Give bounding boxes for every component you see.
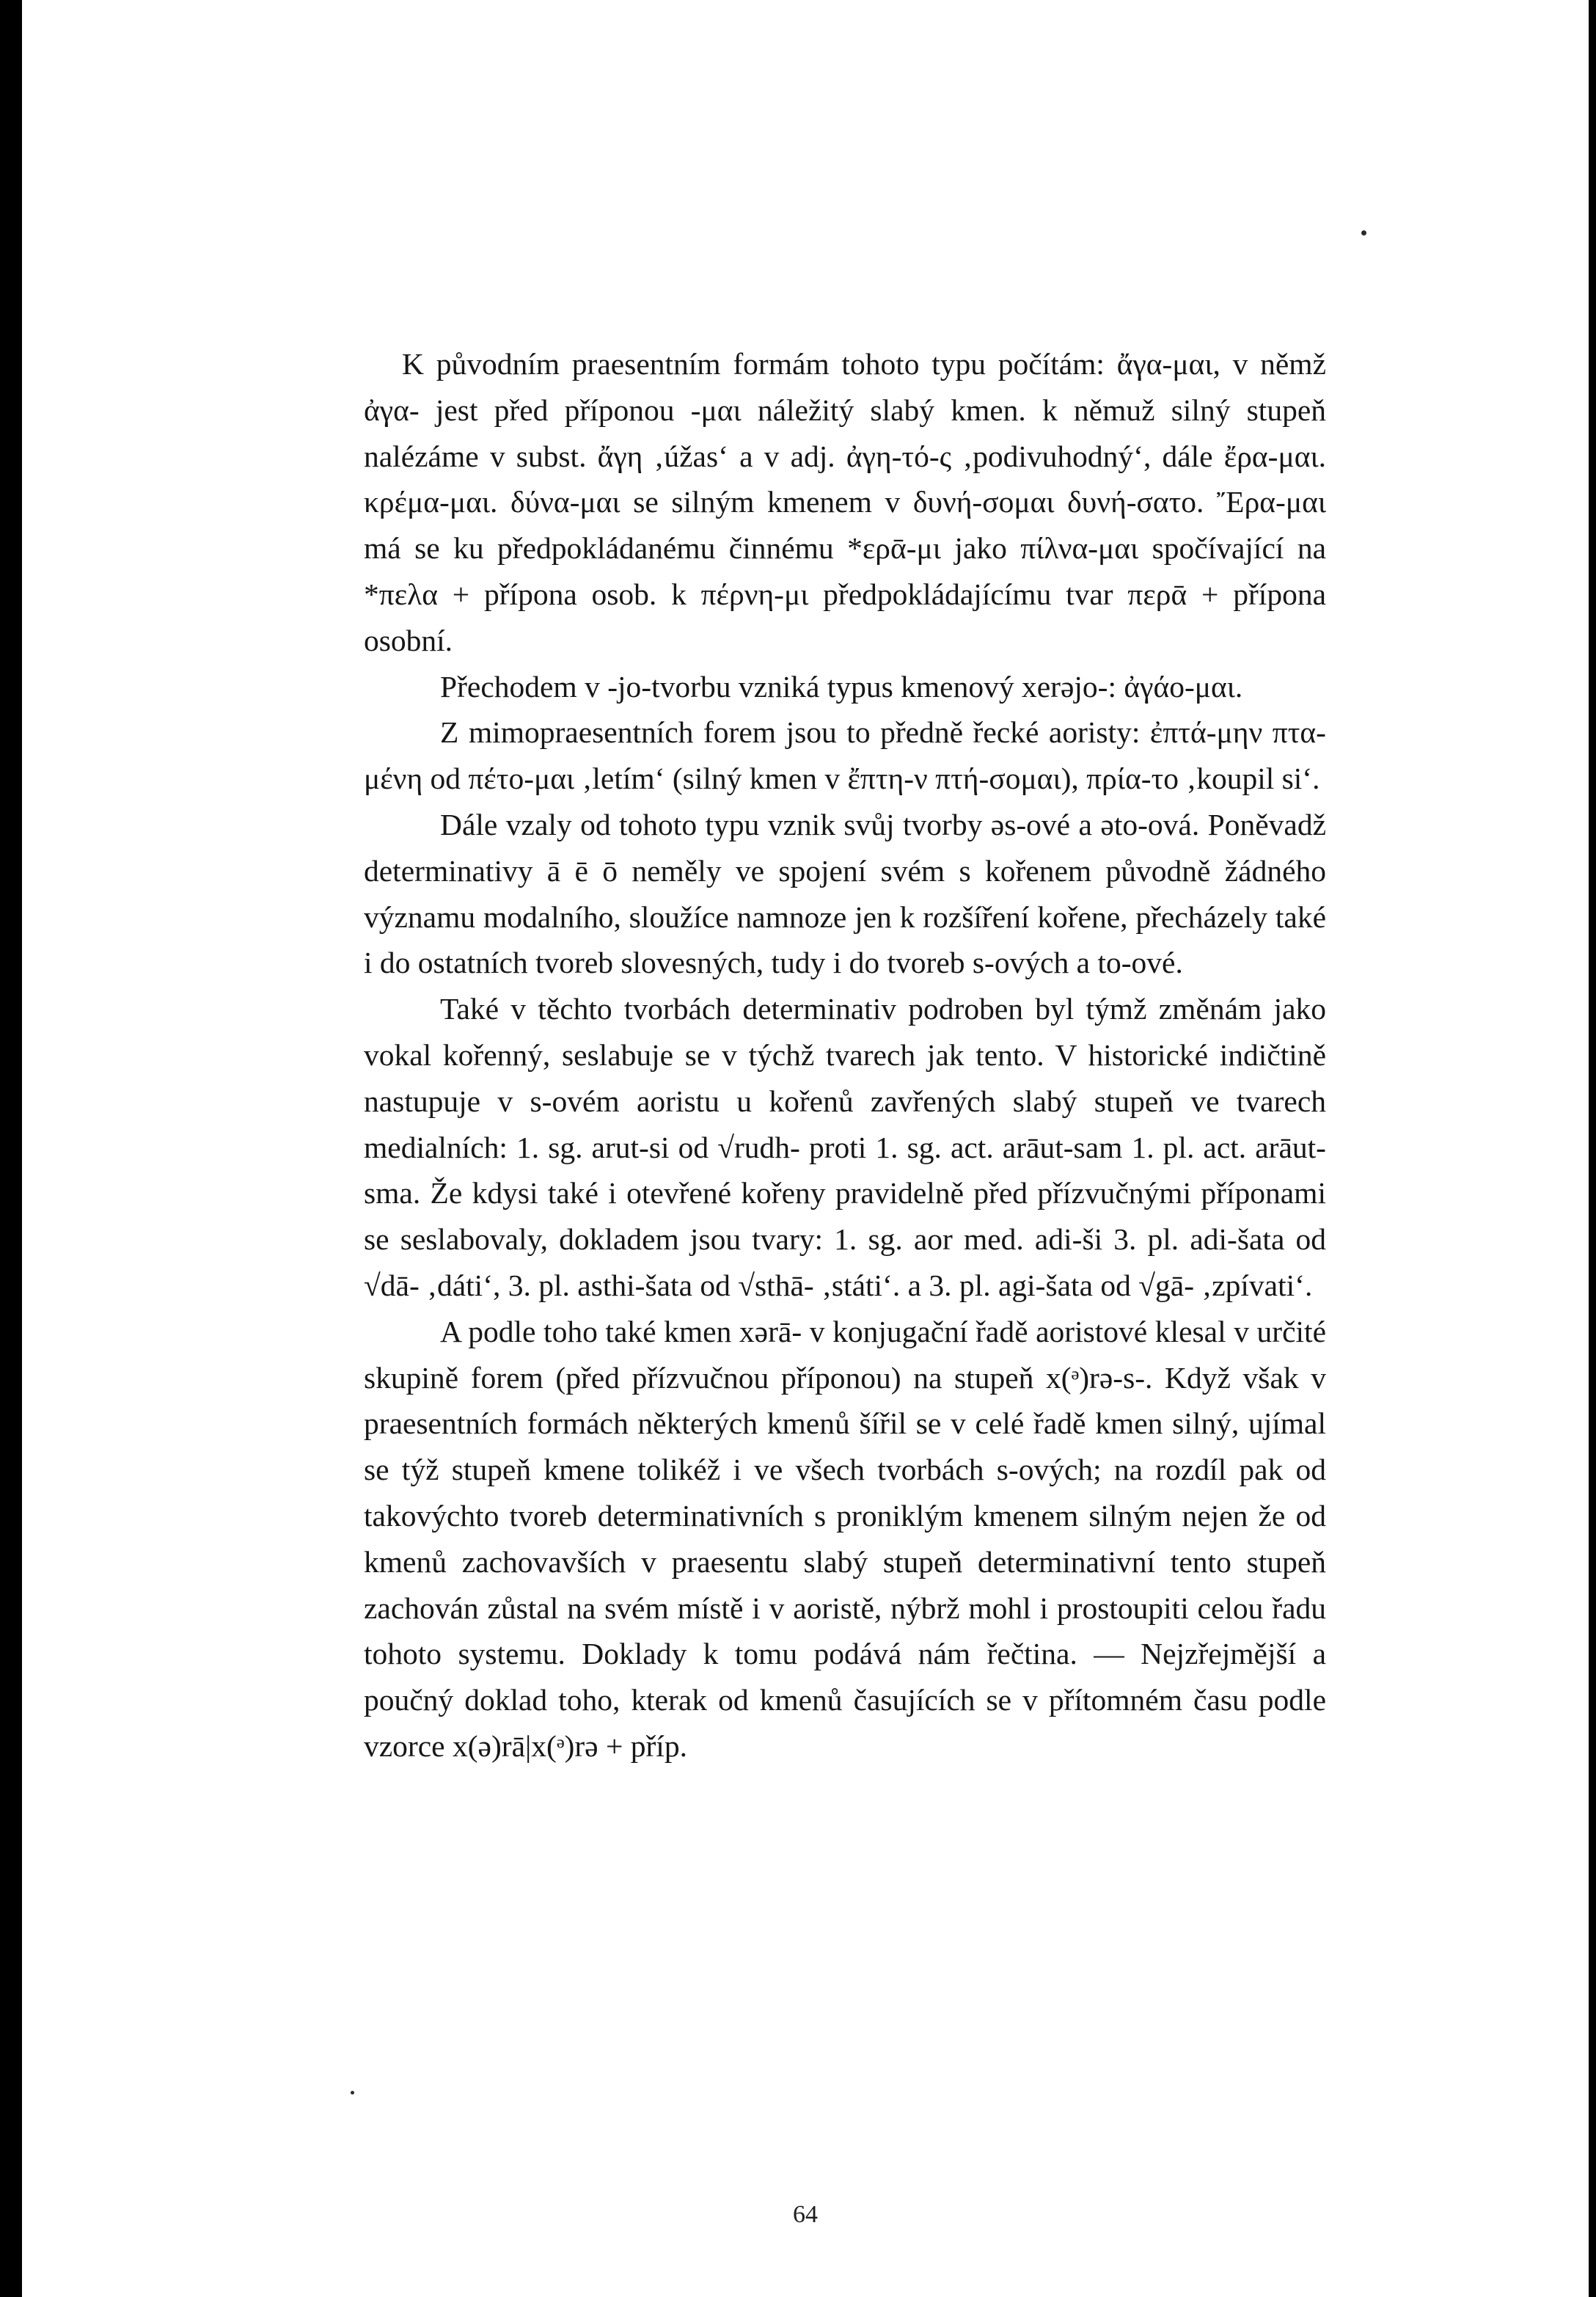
body-text — [364, 341, 1326, 1770]
paragraph-1: K původním praesentním formám tohoto typu počítám: ἄγα-μαι, v němž ἀγα- jest před příponou -μαι náležitý slabý kmen. k němuž silný stupeň nalézáme v subst. ἄγη ‚úžas‘ a v adj. ἀγη-τό-ς ‚podivuhodný‘, dále ἔρα-μαι. κρέμα-μαι. δύνα-μαι se silným kmenem v δυνή-σομαι δυνή-σατο. Ἔρα-μαι má se ku předpokládanému činnému *ερᾱ-μι jako πίλνα-μαι spočívající na *πελα + přípona osob. k πέρνη-μι předpokládajícímu tvar περᾱ + přípona osobní. — [364, 347, 1326, 657]
paragraph-3: Z mimopraesentních forem jsou to předně řecké aoristy: ἐπτά-μην πτα-μένη od πέτο-μαι ‚letím‘ (silný kmen v ἔπτη-ν πτή-σομαι), πρία-το ‚koupil si‘. — [364, 715, 1326, 796]
page-sheet — [22, 0, 1589, 2297]
paragraph-5: Také v těchto tvorbách determinativ podroben byl týmž změnám jako vokal kořenný, seslabuje se v týchž tvarech jak tento. V historické indičtině nastupuje v s-ovém aoristu u kořenů zavřených slabý stupeň ve tvarech medialních: 1. sg. arut-si od √rudh- proti 1. sg. act. arāut-sam 1. pl. act. arāut-sma. Že kdysi také i otevřené kořeny pravidelně před přízvučnými příponami se seslabovaly, dokladem jsou tvary: 1. sg. aor med. adi-ši 3. pl. adi-šata od √dā- ‚dáti‘, 3. pl. asthi-šata od √sthā- ‚státi‘. a 3. pl. agi-šata od √gā- ‚zpívati‘. — [364, 992, 1326, 1302]
page-number: 64 — [793, 2201, 818, 2228]
scan-speck — [351, 2091, 354, 2095]
paragraph-6: A podle toho také kmen xərā- v konjugační řadě aoristové klesal v určité skupině forem (před přízvučnou příponou) na stupeň x(ᵊ)rə-s-. Když však v praesentních formách některých kmenů šířil se v celé řadě kmen silný, ujímal se týž stupeň kmene tolikéž i ve všech tvorbách s-ových; na rozdíl pak od takovýchto tvoreb determinativních s proniklým kmenem silným nejen že od kmenů zachovavších v praesentu slabý stupeň determinativní tento stupeň zachován zůstal na svém místě i v aoristě, nýbrž mohl i prostoupiti celou řadu tohoto systemu. Doklady k tomu podává nám řečtina. — Nejzřejmější a poučný doklad toho, kterak od kmenů časujících se v přítomném času podle vzorce x(ə)rā|x(ᵊ)rə + příp. — [364, 1314, 1326, 1763]
scan-speck — [1361, 230, 1366, 235]
paragraph-2: Přechodem v -jo-tvorbu vzniká typus kmenový xerəjo-: ἀγάο-μαι. — [440, 669, 1243, 704]
paragraph-4: Dále vzaly od tohoto typu vznik svůj tvorby əs-ové a əto-ová. Poněvadž determinativy ā ē ō neměly ve spojení svém s kořenem původně žádného významu modalního, sloužíce namnoze jen k rozšíření kořene, přecházely také i do ostatních tvoreb slovesných, tudy i do tvoreb s-ových a to-ové. — [364, 807, 1326, 980]
